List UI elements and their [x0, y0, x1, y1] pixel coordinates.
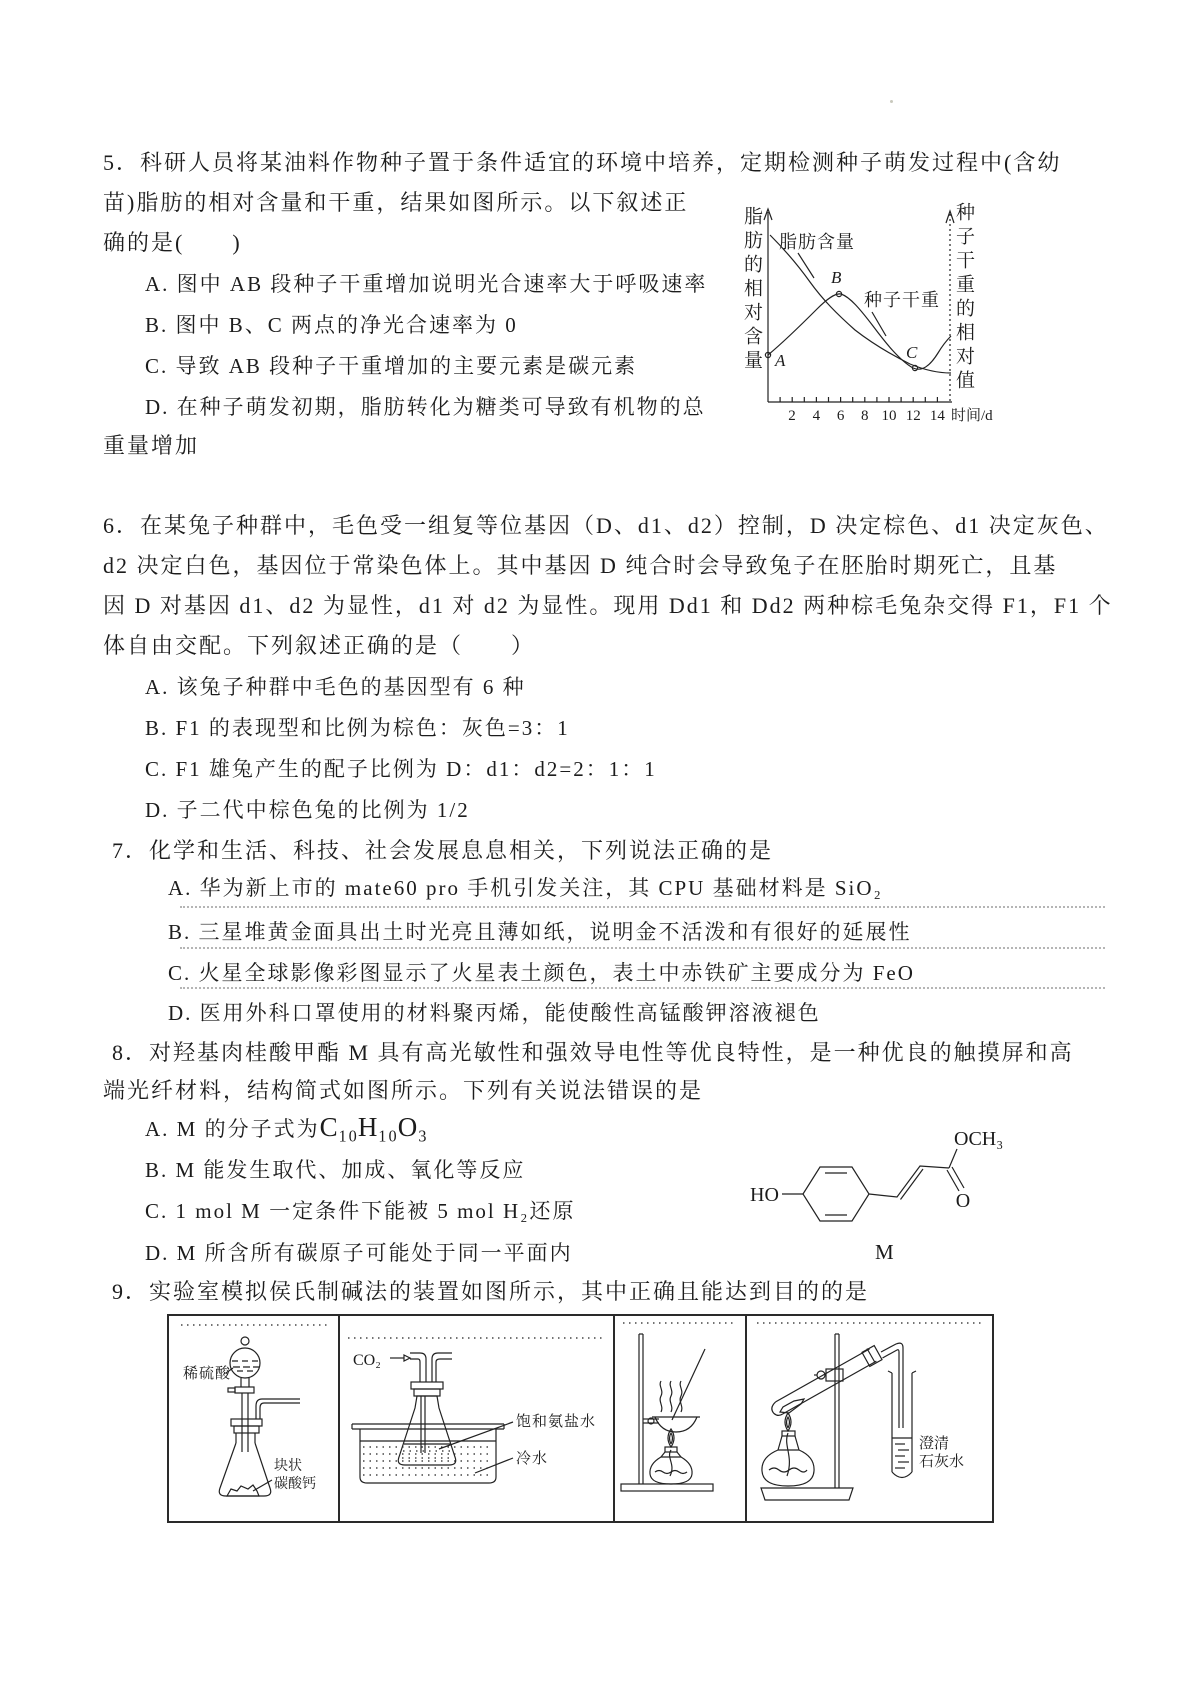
- solid-label-line2: 碳酸钙: [274, 1477, 316, 1492]
- q8-option-b: B. M 能发生取代、加成、氧化等反应: [145, 1158, 526, 1182]
- lamp-body: [762, 1450, 814, 1486]
- brine-label: 饱和氨盐水: [516, 1414, 597, 1430]
- evaporation-figure: [615, 1316, 745, 1521]
- q6-option-a: A. 该兔子种群中毛色的基因型有 6 种: [145, 675, 526, 699]
- funnel-bulb: [230, 1348, 260, 1378]
- carbonyl-bond-1: [947, 1170, 959, 1191]
- q6-stem-line-3: 因 D 对基因 d1、d2 为显性，d1 对 d2 为显性。现用 Dd1 和 Dd2 两种棕毛兔杂交得 F1，F1 个: [103, 593, 1113, 618]
- lamp-cap: [782, 1431, 795, 1436]
- q5-stem-line-1: 5．科研人员将某油料作物种子置于条件适宜的环境中培养，定期检测种子萌发过程中(含幼: [103, 150, 1062, 175]
- q5-seed-chart: [685, 190, 1015, 435]
- stopcock-handle: [228, 1388, 235, 1392]
- co2-arrowhead: [404, 1355, 410, 1361]
- limewater-marks: [895, 1444, 909, 1468]
- glass-stirring-rod: [672, 1349, 705, 1420]
- point-c-label: C: [906, 343, 918, 362]
- q7-stem: 7．化学和生活、科技、社会发展息息相关，下列说法正确的是: [112, 838, 774, 863]
- test-tube-bottom: [772, 1402, 783, 1416]
- stand-base: [621, 1484, 713, 1491]
- heating-figure: [747, 1316, 992, 1521]
- rubber-stopper: [234, 1426, 259, 1433]
- coldwater-label-pointer: [475, 1458, 513, 1473]
- right-axis-arrow: [946, 211, 954, 223]
- solid-sample: [780, 1399, 804, 1413]
- q7-option-c: C. 火星全球影像彩图显示了火星表土颜色，表土中赤铁矿主要成分为 FeO: [168, 961, 915, 985]
- q6-option-d: D. 子二代中棕色兔的比例为 1/2: [145, 798, 470, 822]
- stopcock: [235, 1387, 254, 1393]
- lamp-wick: [787, 1433, 790, 1476]
- apparatus-cell-d: [747, 1316, 992, 1521]
- q5-option-a: A. 图中 AB 段种子干重增加说明光合速率大于呼吸速率: [145, 272, 708, 296]
- x-unit-label: 时间/d: [951, 408, 993, 424]
- dry-label-pointer: [872, 312, 886, 336]
- lamp-neck: [795, 1436, 799, 1450]
- dotted-separator: [180, 987, 1105, 989]
- dotted-separator: [180, 947, 1105, 949]
- q8-option-d: D. M 所含所有碳原子可能处于同一平面内: [145, 1241, 573, 1265]
- rubber-stopper: [414, 1389, 440, 1396]
- q6-option-b: B. F1 的表现型和比例为棕色：灰色=3：1: [145, 716, 570, 740]
- outlet-tube: [432, 1353, 452, 1382]
- tick-14: 14: [929, 408, 945, 424]
- methoxy-label: OCH₃: [954, 1128, 1004, 1150]
- stopper-stripe: [867, 1349, 875, 1363]
- gas-generator-figure: [169, 1316, 338, 1521]
- apparatus-cell-c: [615, 1316, 747, 1521]
- co2-label: CO₂: [353, 1352, 381, 1369]
- q5-stem-line-2: 苗)脂肪的相对含量和干重，结果如图所示。以下叙述正: [103, 190, 689, 215]
- q8-stem-line-2: 端光纤材料，结构简式如图所示。下列有关说法错误的是: [103, 1078, 704, 1103]
- apparatus-cell-b: [340, 1316, 615, 1521]
- q8-stem-line-1: 8．对羟基肉桂酸甲酯 M 具有高光敏性和强效导电性等优良特性，是一种优良的触摸屏和高: [112, 1040, 1074, 1065]
- q8-molecular-formula: C₁₀H₁₀O₃: [319, 1112, 428, 1142]
- benzene-ring: [803, 1167, 869, 1221]
- solid-label-line1: 块状: [274, 1459, 302, 1474]
- x-ticks: [780, 397, 937, 402]
- q8-option-a: [145, 1112, 428, 1143]
- point-b-label: B: [831, 268, 842, 287]
- rubber-stopper: [411, 1382, 443, 1389]
- q5-option-d-wrap: 重量增加: [103, 433, 200, 458]
- vinyl-double-bond: [901, 1169, 924, 1200]
- fat-curve-label: 脂肪含量: [779, 232, 855, 252]
- rubber-stopper: [231, 1419, 262, 1426]
- delivery-tube: [256, 1399, 300, 1419]
- outlet-tube: [436, 1359, 452, 1382]
- q7-option-d: D. 医用外科口罩使用的材料聚丙烯，能使酸性高锰酸钾溶液褪色: [168, 1001, 821, 1025]
- tick-8: 8: [861, 408, 869, 424]
- test-tube-wall: [776, 1349, 870, 1402]
- q5-chart-ylabel-left: 脂肪的相对含量: [741, 206, 762, 374]
- lamp-neck: [677, 1452, 681, 1457]
- q5-stem-line-3: 确的是( ): [103, 230, 242, 255]
- receiver-tube-bottom: [892, 1472, 912, 1478]
- tick-10: 10: [881, 408, 897, 424]
- q7-option-b: B. 三星堆黄金面具出土时光亮且薄如纸，说明金不活泼和有很好的延展性: [168, 920, 912, 944]
- lamp-neck: [778, 1436, 782, 1450]
- steam-lines: [660, 1381, 682, 1412]
- dry-curve-label: 种子干重: [864, 290, 940, 310]
- delivery-tube: [883, 1350, 900, 1428]
- tick-6: 6: [836, 408, 845, 424]
- erlenmeyer-flask: [398, 1396, 456, 1465]
- carbonyl-bond-2: [952, 1167, 964, 1188]
- point-a-label: A: [775, 351, 786, 370]
- tube-lip: [912, 1371, 916, 1373]
- q5-option-c: C. 导致 AB 段种子干重增加的主要元素是碳元素: [145, 354, 638, 378]
- molecule-name-label: M: [875, 1240, 896, 1264]
- bath-water-dots: [363, 1447, 493, 1475]
- inlet-tube: [410, 1359, 420, 1382]
- paper-speck: [890, 100, 893, 103]
- fat-label-pointer: [798, 253, 814, 278]
- inlet-tube: [410, 1353, 426, 1382]
- limewater-label-line2: 石灰水: [919, 1454, 965, 1470]
- tick-2: 2: [788, 408, 796, 424]
- acid-liquid-lines: [232, 1361, 259, 1371]
- hydroxyl-label: HO: [750, 1184, 779, 1206]
- delivery-tube: [260, 1403, 300, 1419]
- q5-chart-ylabel-right: 种子干重的相对值: [953, 202, 974, 394]
- q6-stem-line-1: 6．在某兔子种群中，毛色受一组复等位基因（D、d1、d2）控制，D 决定棕色、d1 决定灰色、: [103, 513, 1109, 538]
- carbonyl-oxygen-label: O: [955, 1190, 971, 1212]
- brine-label-pointer: [439, 1422, 513, 1449]
- q9-stem: 9．实验室模拟侯氏制碱法的装置如图所示，其中正确且能达到目的的是: [112, 1279, 870, 1304]
- q8-option-c: C. 1 mol M 一定条件下能被 5 mol H₂还原: [145, 1199, 576, 1223]
- coldwater-label: 冷水: [516, 1451, 549, 1467]
- dotted-separator: [180, 906, 1105, 908]
- stand-base: [761, 1488, 853, 1500]
- tube-lip: [888, 1371, 892, 1373]
- carbonation-figure: [340, 1316, 613, 1521]
- q5-option-d: D. 在种子萌发初期，脂肪转化为糖类可导致有机物的总: [145, 395, 706, 419]
- funnel-knob: [241, 1337, 249, 1345]
- q5-option-b: B. 图中 B、C 两点的净光合速率为 0: [145, 313, 518, 337]
- limewater-label-line1: 澄清: [919, 1436, 950, 1452]
- q8-option-a-text: A. M 的分子式为: [145, 1117, 320, 1141]
- tick-12: 12: [905, 408, 921, 424]
- evaporating-dish: [655, 1417, 697, 1432]
- q6-stem-line-4: 体自由交配。下列叙述正确的是（ ）: [103, 633, 536, 658]
- tick-4: 4: [812, 408, 821, 424]
- q6-option-c: C. F1 雄兔产生的配子比例为 D：d1：d2=2：1：1: [145, 757, 657, 781]
- dilute-acid-label: 稀硫酸: [183, 1366, 232, 1382]
- q9-apparatus-table: [167, 1314, 994, 1523]
- ester-o-bond: [949, 1149, 957, 1168]
- lamp-neck: [661, 1452, 665, 1457]
- flame-inner: [670, 1433, 673, 1444]
- q6-stem-line-2: d2 决定白色，基因位于常染色体上。其中基因 D 纯合时会导致兔子在胚胎时期死亡，且基: [103, 553, 1058, 578]
- flame-inner: [787, 1417, 790, 1428]
- apparatus-cell-a: [169, 1316, 340, 1521]
- vinyl-chain: [869, 1166, 949, 1197]
- q7-option-a: A. 华为新上市的 mate60 pro 手机引发关注，其 CPU 基础材料是 SiO₂: [168, 876, 883, 900]
